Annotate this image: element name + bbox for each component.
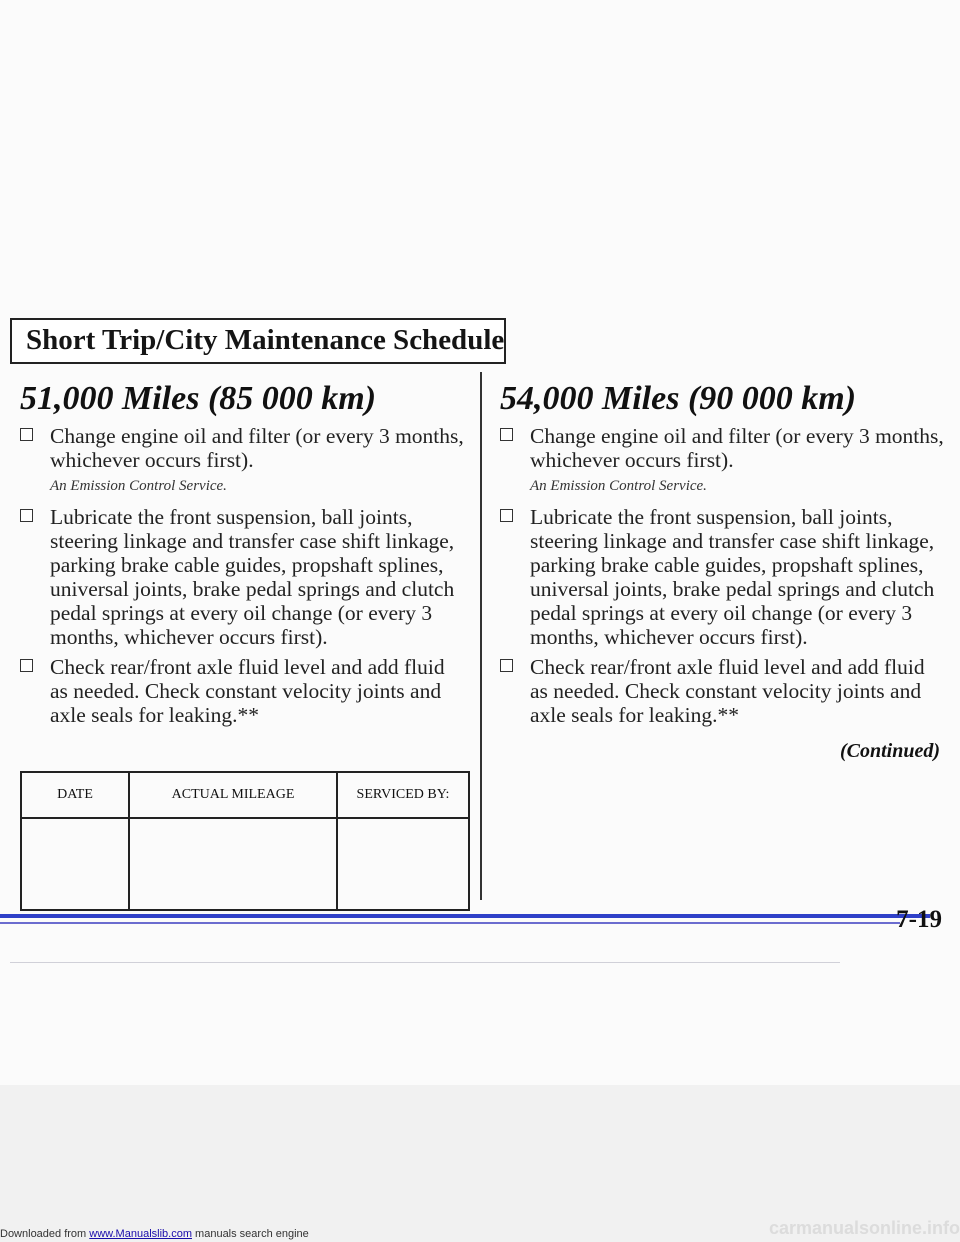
checkbox[interactable] bbox=[20, 428, 33, 441]
footer-rule-thin bbox=[0, 922, 900, 924]
manualslib-link[interactable]: www.Manualslib.com bbox=[89, 1228, 192, 1240]
page-number: 7-19 bbox=[896, 906, 942, 933]
checkbox[interactable] bbox=[20, 509, 33, 522]
left-item-oil bbox=[20, 424, 465, 472]
left-section-title: 51,000 Miles (85 000 km) bbox=[20, 380, 377, 417]
service-record-table bbox=[20, 771, 470, 911]
column-divider bbox=[480, 372, 482, 900]
left-item-lubricate bbox=[20, 505, 465, 649]
right-item-axle bbox=[500, 655, 945, 727]
left-note: An Emission Control Service. bbox=[50, 478, 227, 494]
item-text: Change engine oil and filter (or every 3 months, whichever occurs first). bbox=[530, 424, 944, 472]
item-text: Check rear/front axle fluid level and add fluid as needed. Check constant velocity joints and axle seals for leaking.** bbox=[50, 655, 445, 727]
item-text: Lubricate the front suspension, ball joints, steering linkage and transfer case shift linkage, parking brake cable guides, propshaft splines, universal joints, brake pedal springs and clutch pedal springs at every oil change (or every 3 months, whichever occurs first). bbox=[50, 505, 455, 649]
watermark: carmanualsonline.info bbox=[768, 1218, 960, 1238]
checkbox[interactable] bbox=[20, 659, 33, 672]
right-item-oil bbox=[500, 424, 945, 472]
footer-rule bbox=[0, 914, 930, 918]
table-header-row bbox=[21, 772, 469, 818]
checkbox[interactable] bbox=[500, 428, 513, 441]
checkbox[interactable] bbox=[500, 509, 513, 522]
table-header-date: DATE bbox=[21, 772, 129, 818]
table-cell-serviced-by[interactable] bbox=[337, 818, 469, 910]
table-cell-date[interactable] bbox=[21, 818, 129, 910]
download-prefix: Downloaded from bbox=[0, 1228, 87, 1240]
table-row bbox=[21, 818, 469, 910]
right-column bbox=[500, 424, 945, 733]
faint-rule bbox=[10, 962, 840, 963]
continued-label: (Continued) bbox=[839, 740, 940, 762]
download-suffix: manuals search engine bbox=[195, 1228, 309, 1240]
right-note: An Emission Control Service. bbox=[530, 478, 707, 494]
table-header-mileage: ACTUAL MILEAGE bbox=[129, 772, 337, 818]
left-column bbox=[20, 424, 465, 733]
right-section-title: 54,000 Miles (90 000 km) bbox=[500, 380, 857, 417]
left-item-axle bbox=[20, 655, 465, 727]
checkbox[interactable] bbox=[500, 659, 513, 672]
item-text: Check rear/front axle fluid level and add fluid as needed. Check constant velocity joints and axle seals for leaking.** bbox=[530, 655, 925, 727]
right-item-lubricate bbox=[500, 505, 945, 649]
table-header-serviced-by: SERVICED BY: bbox=[337, 772, 469, 818]
item-text: Lubricate the front suspension, ball joints, steering linkage and transfer case shift linkage, parking brake cable guides, propshaft splines, universal joints, brake pedal springs and clutch pedal springs at every oil change (or every 3 months, whichever occurs first). bbox=[530, 505, 935, 649]
item-text: Change engine oil and filter (or every 3 months, whichever occurs first). bbox=[50, 424, 464, 472]
table-cell-mileage[interactable] bbox=[129, 818, 337, 910]
schedule-title: Short Trip/City Maintenance Schedule bbox=[26, 324, 505, 356]
download-line bbox=[0, 1228, 309, 1240]
